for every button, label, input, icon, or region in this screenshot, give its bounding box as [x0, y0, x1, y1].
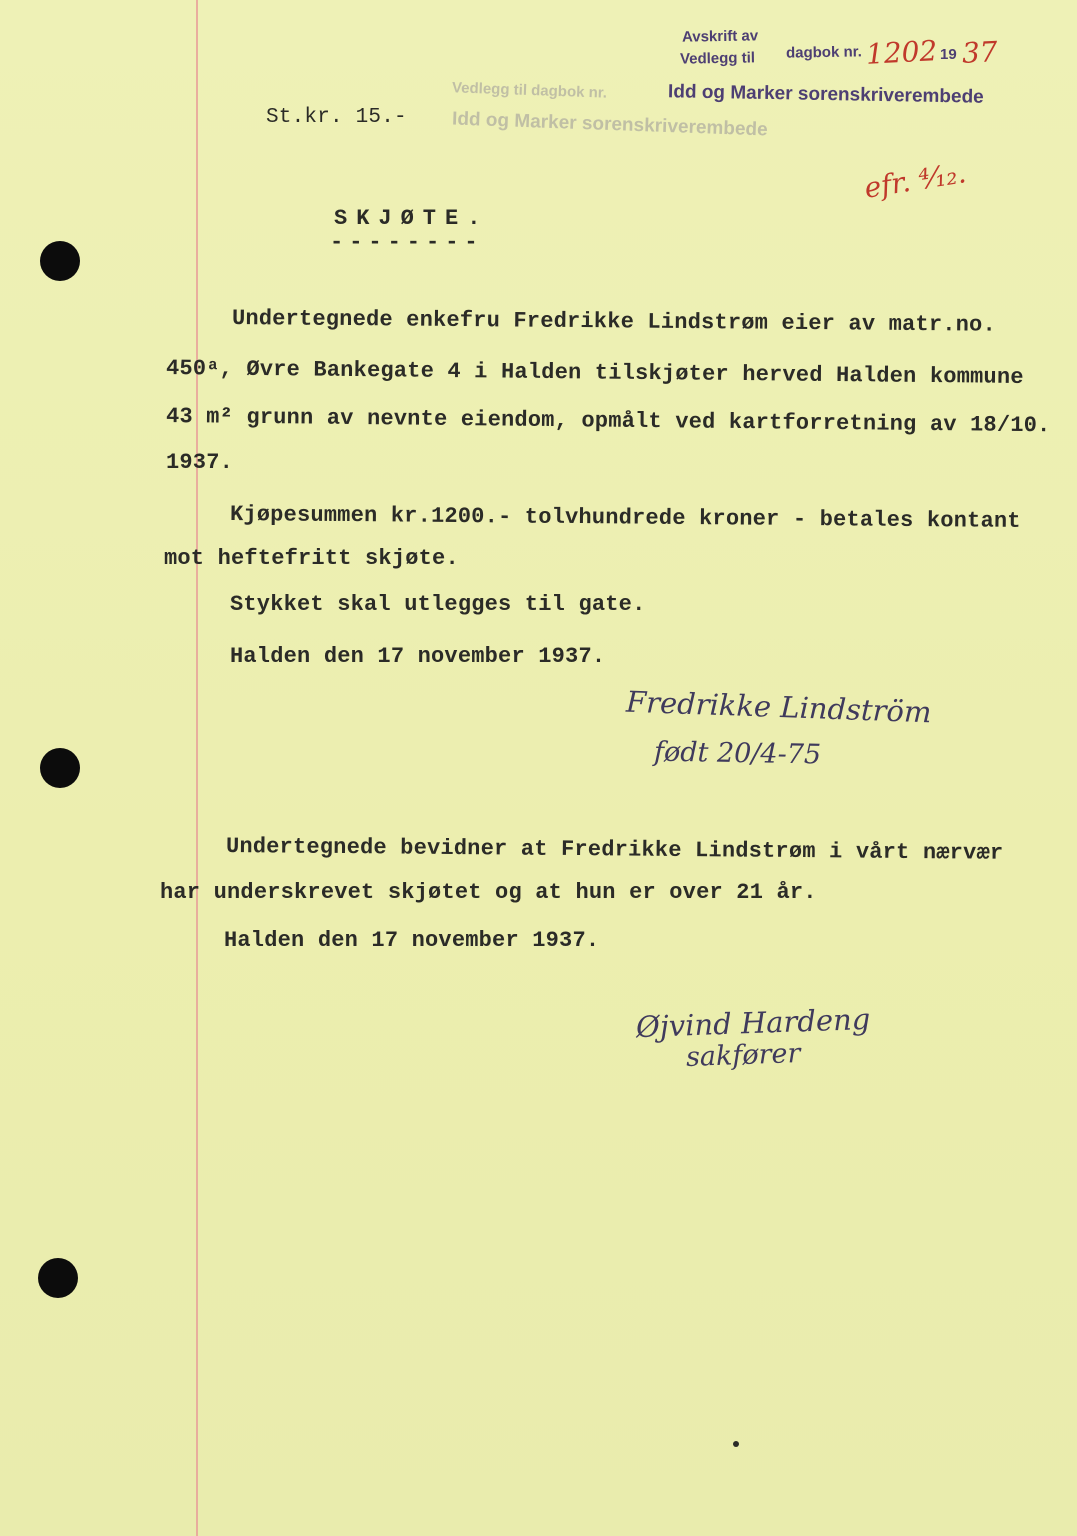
stamp-avskrift-label: Avskrift av	[681, 27, 759, 46]
stamp-duty-text: St.kr. 15.-	[266, 106, 407, 129]
punch-hole-middle	[40, 748, 80, 788]
stamp-office-name: Idd og Marker sorenskriverembede	[667, 81, 984, 108]
stamp-dagbok-label: dagbok nr.	[785, 43, 862, 62]
stamp-year-suffix: 37	[961, 35, 999, 70]
stamp-vedlegg-label: Vedlegg til	[679, 49, 756, 68]
body-para2-line2: mot heftefritt skjøte.	[164, 546, 459, 571]
witness-line1: Undertegnede bevidner at Fredrikke Lindstrøm i vårt nærvær	[225, 834, 1004, 866]
margin-line	[196, 0, 198, 1536]
body-para1-line3: 43 m² grunn av nevnte eiendom, opmålt ved kartforretning av 18/10.	[165, 404, 1051, 439]
punch-hole-top	[40, 241, 80, 281]
seller-signature-born: født 20/4-75	[653, 736, 822, 771]
witness-signature-name: Øjvind Hardeng	[635, 1001, 871, 1045]
stamp-entry-number: 1202	[865, 34, 939, 71]
faint-stamp-office: Idd og Marker sorenskriverembede	[451, 108, 769, 141]
punch-hole-bottom	[38, 1258, 78, 1298]
seller-signature-name: Fredrikke Lindström	[625, 684, 933, 730]
witness-signature-title: sakfører	[685, 1038, 801, 1073]
ink-dot-mark	[730, 1438, 742, 1450]
body-para3: Stykket skal utlegges til gate.	[230, 592, 646, 617]
red-corner-mark: efr. ⁴⁄₁₂.	[862, 156, 969, 205]
faint-stamp-line1: Vedlegg til dagbok nr.	[451, 79, 608, 102]
body-para1-line1: Undertegnede enkefru Fredrikke Lindstrøm eier av matr.no.	[231, 306, 997, 338]
document-title: SKJØTE.	[334, 206, 490, 231]
title-underline: --------	[330, 230, 484, 255]
body-para1-line4: 1937.	[166, 450, 234, 475]
witness-line2: har underskrevet skjøtet og at hun er over 21 år.	[160, 880, 817, 905]
stamp-year-prefix: 19	[940, 46, 957, 63]
body-date1: Halden den 17 november 1937.	[230, 644, 606, 669]
body-para2-line1: Kjøpesummen kr.1200.- tolvhundrede kroner - betales kontant	[229, 502, 1021, 534]
body-para1-line2: 450ᵃ, Øvre Bankegate 4 i Halden tilskjøter herved Halden kommune	[165, 356, 1024, 390]
witness-date2: Halden den 17 november 1937.	[224, 928, 600, 953]
